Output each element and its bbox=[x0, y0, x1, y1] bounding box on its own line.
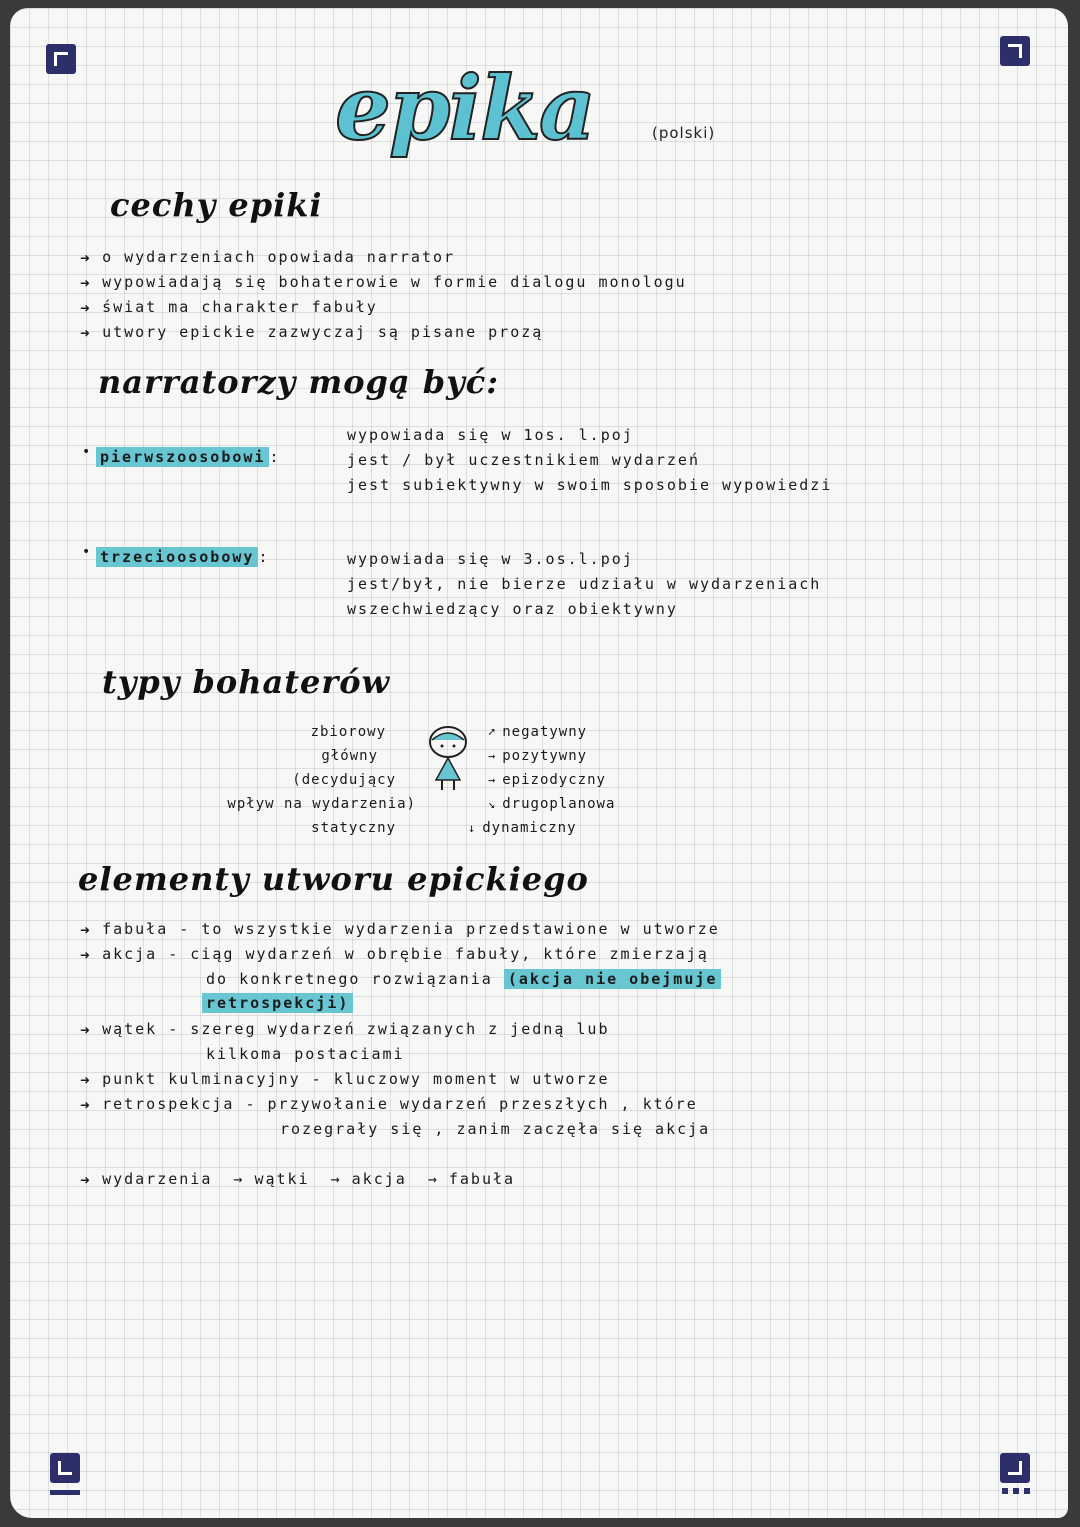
type-left: statyczny bbox=[311, 820, 396, 836]
page-subtitle: (polski) bbox=[652, 124, 716, 142]
narrator-desc: jest subiektywny w swoim sposobie wypowiedzi bbox=[347, 476, 833, 494]
list-item: ➜ fabuła - to wszystkie wydarzenia przedstawione w utworze bbox=[80, 920, 720, 938]
list-item-cont: retrospekcji) bbox=[202, 994, 353, 1012]
heading-elementy: elementy utworu epickiego bbox=[78, 860, 589, 898]
corner-dots-icon bbox=[1002, 1488, 1030, 1494]
list-item-cont: do konkretnego rozwiązania (akcja nie obejmuje bbox=[206, 970, 721, 988]
bullet-icon: • bbox=[82, 444, 91, 460]
arrow-icon: ➜ bbox=[80, 326, 93, 340]
type-right: ➚ negatywny bbox=[488, 724, 588, 740]
list-item: ➜ utwory epickie zazwyczaj są pisane prozą bbox=[80, 323, 544, 341]
heading-narratorzy: narratorzy mogą być: bbox=[98, 363, 500, 401]
narrator-type-third: trzecioosobowy : bbox=[96, 548, 269, 566]
arrow-icon: → bbox=[233, 1170, 245, 1188]
type-left: zbiorowy bbox=[310, 724, 386, 740]
arrow-icon: ➜ bbox=[80, 923, 93, 937]
narrator-desc: jest/był, nie bierze udziału w wydarzeniach bbox=[347, 575, 822, 593]
list-item-cont: kilkoma postaciami bbox=[206, 1045, 405, 1063]
type-left: (decydujący bbox=[292, 772, 396, 788]
corner-marker-icon bbox=[50, 1453, 80, 1483]
heading-typy: typy bohaterów bbox=[102, 663, 391, 701]
type-right: ↓ dynamiczny bbox=[468, 820, 577, 836]
arrow-icon: ➜ bbox=[80, 251, 93, 265]
page-title: epika bbox=[335, 56, 594, 160]
list-item: ➜ retrospekcja - przywołanie wydarzeń przeszłych , które bbox=[80, 1095, 698, 1113]
type-right: ↘ drugoplanowa bbox=[488, 796, 616, 812]
arrow-icon: ➜ bbox=[80, 1073, 93, 1087]
arrow-icon: ➜ bbox=[80, 948, 93, 962]
type-right: → pozytywny bbox=[488, 748, 588, 764]
narrator-type-first: pierwszoosobowi : bbox=[96, 448, 281, 466]
list-item: ➜ punkt kulminacyjny - kluczowy moment w utworze bbox=[80, 1070, 610, 1088]
arrow-icon: ➜ bbox=[80, 1098, 93, 1112]
list-item: ➜ o wydarzeniach opowiada narrator bbox=[80, 248, 456, 266]
character-figure-icon bbox=[418, 722, 478, 802]
arrow-icon: ➜ bbox=[80, 301, 93, 315]
narrator-desc: jest / był uczestnikiem wydarzeń bbox=[347, 451, 700, 469]
type-left: wpływ na wydarzenia) bbox=[227, 796, 416, 812]
type-right: → epizodyczny bbox=[488, 772, 606, 788]
type-left: główny bbox=[321, 748, 378, 764]
arrow-icon: ➜ bbox=[80, 1023, 93, 1037]
narrator-desc: wypowiada się w 3.os.l.poj bbox=[347, 550, 634, 568]
corner-bar-icon bbox=[50, 1490, 80, 1495]
arrow-icon: → bbox=[330, 1170, 342, 1188]
corner-marker-icon bbox=[46, 44, 76, 74]
arrow-icon: ➜ bbox=[80, 276, 93, 290]
corner-marker-icon bbox=[1000, 1453, 1030, 1483]
corner-marker-icon bbox=[1000, 36, 1030, 66]
heading-cechy: cechy epiki bbox=[110, 186, 323, 224]
flow-line: ➜ wydarzenia → wątki → akcja → fabuła bbox=[80, 1170, 516, 1188]
list-item: ➜ świat ma charakter fabuły bbox=[80, 298, 378, 316]
list-item-cont: rozegrały się , zanim zaczęła się akcja bbox=[280, 1120, 711, 1138]
list-item: ➜ akcja - ciąg wydarzeń w obrębie fabuły, które zmierzają bbox=[80, 945, 709, 963]
list-item: ➜ wypowiadają się bohaterowie w formie dialogu monologu bbox=[80, 273, 687, 291]
bullet-icon: • bbox=[82, 544, 91, 560]
narrator-desc: wypowiada się w 1os. l.poj bbox=[347, 426, 634, 444]
arrow-icon: ➜ bbox=[80, 1173, 93, 1187]
list-item: ➜ wątek - szereg wydarzeń związanych z jedną lub bbox=[80, 1020, 610, 1038]
notebook-page bbox=[10, 8, 1068, 1518]
narrator-desc: wszechwiedzący oraz obiektywny bbox=[347, 600, 678, 618]
arrow-icon: → bbox=[427, 1170, 439, 1188]
